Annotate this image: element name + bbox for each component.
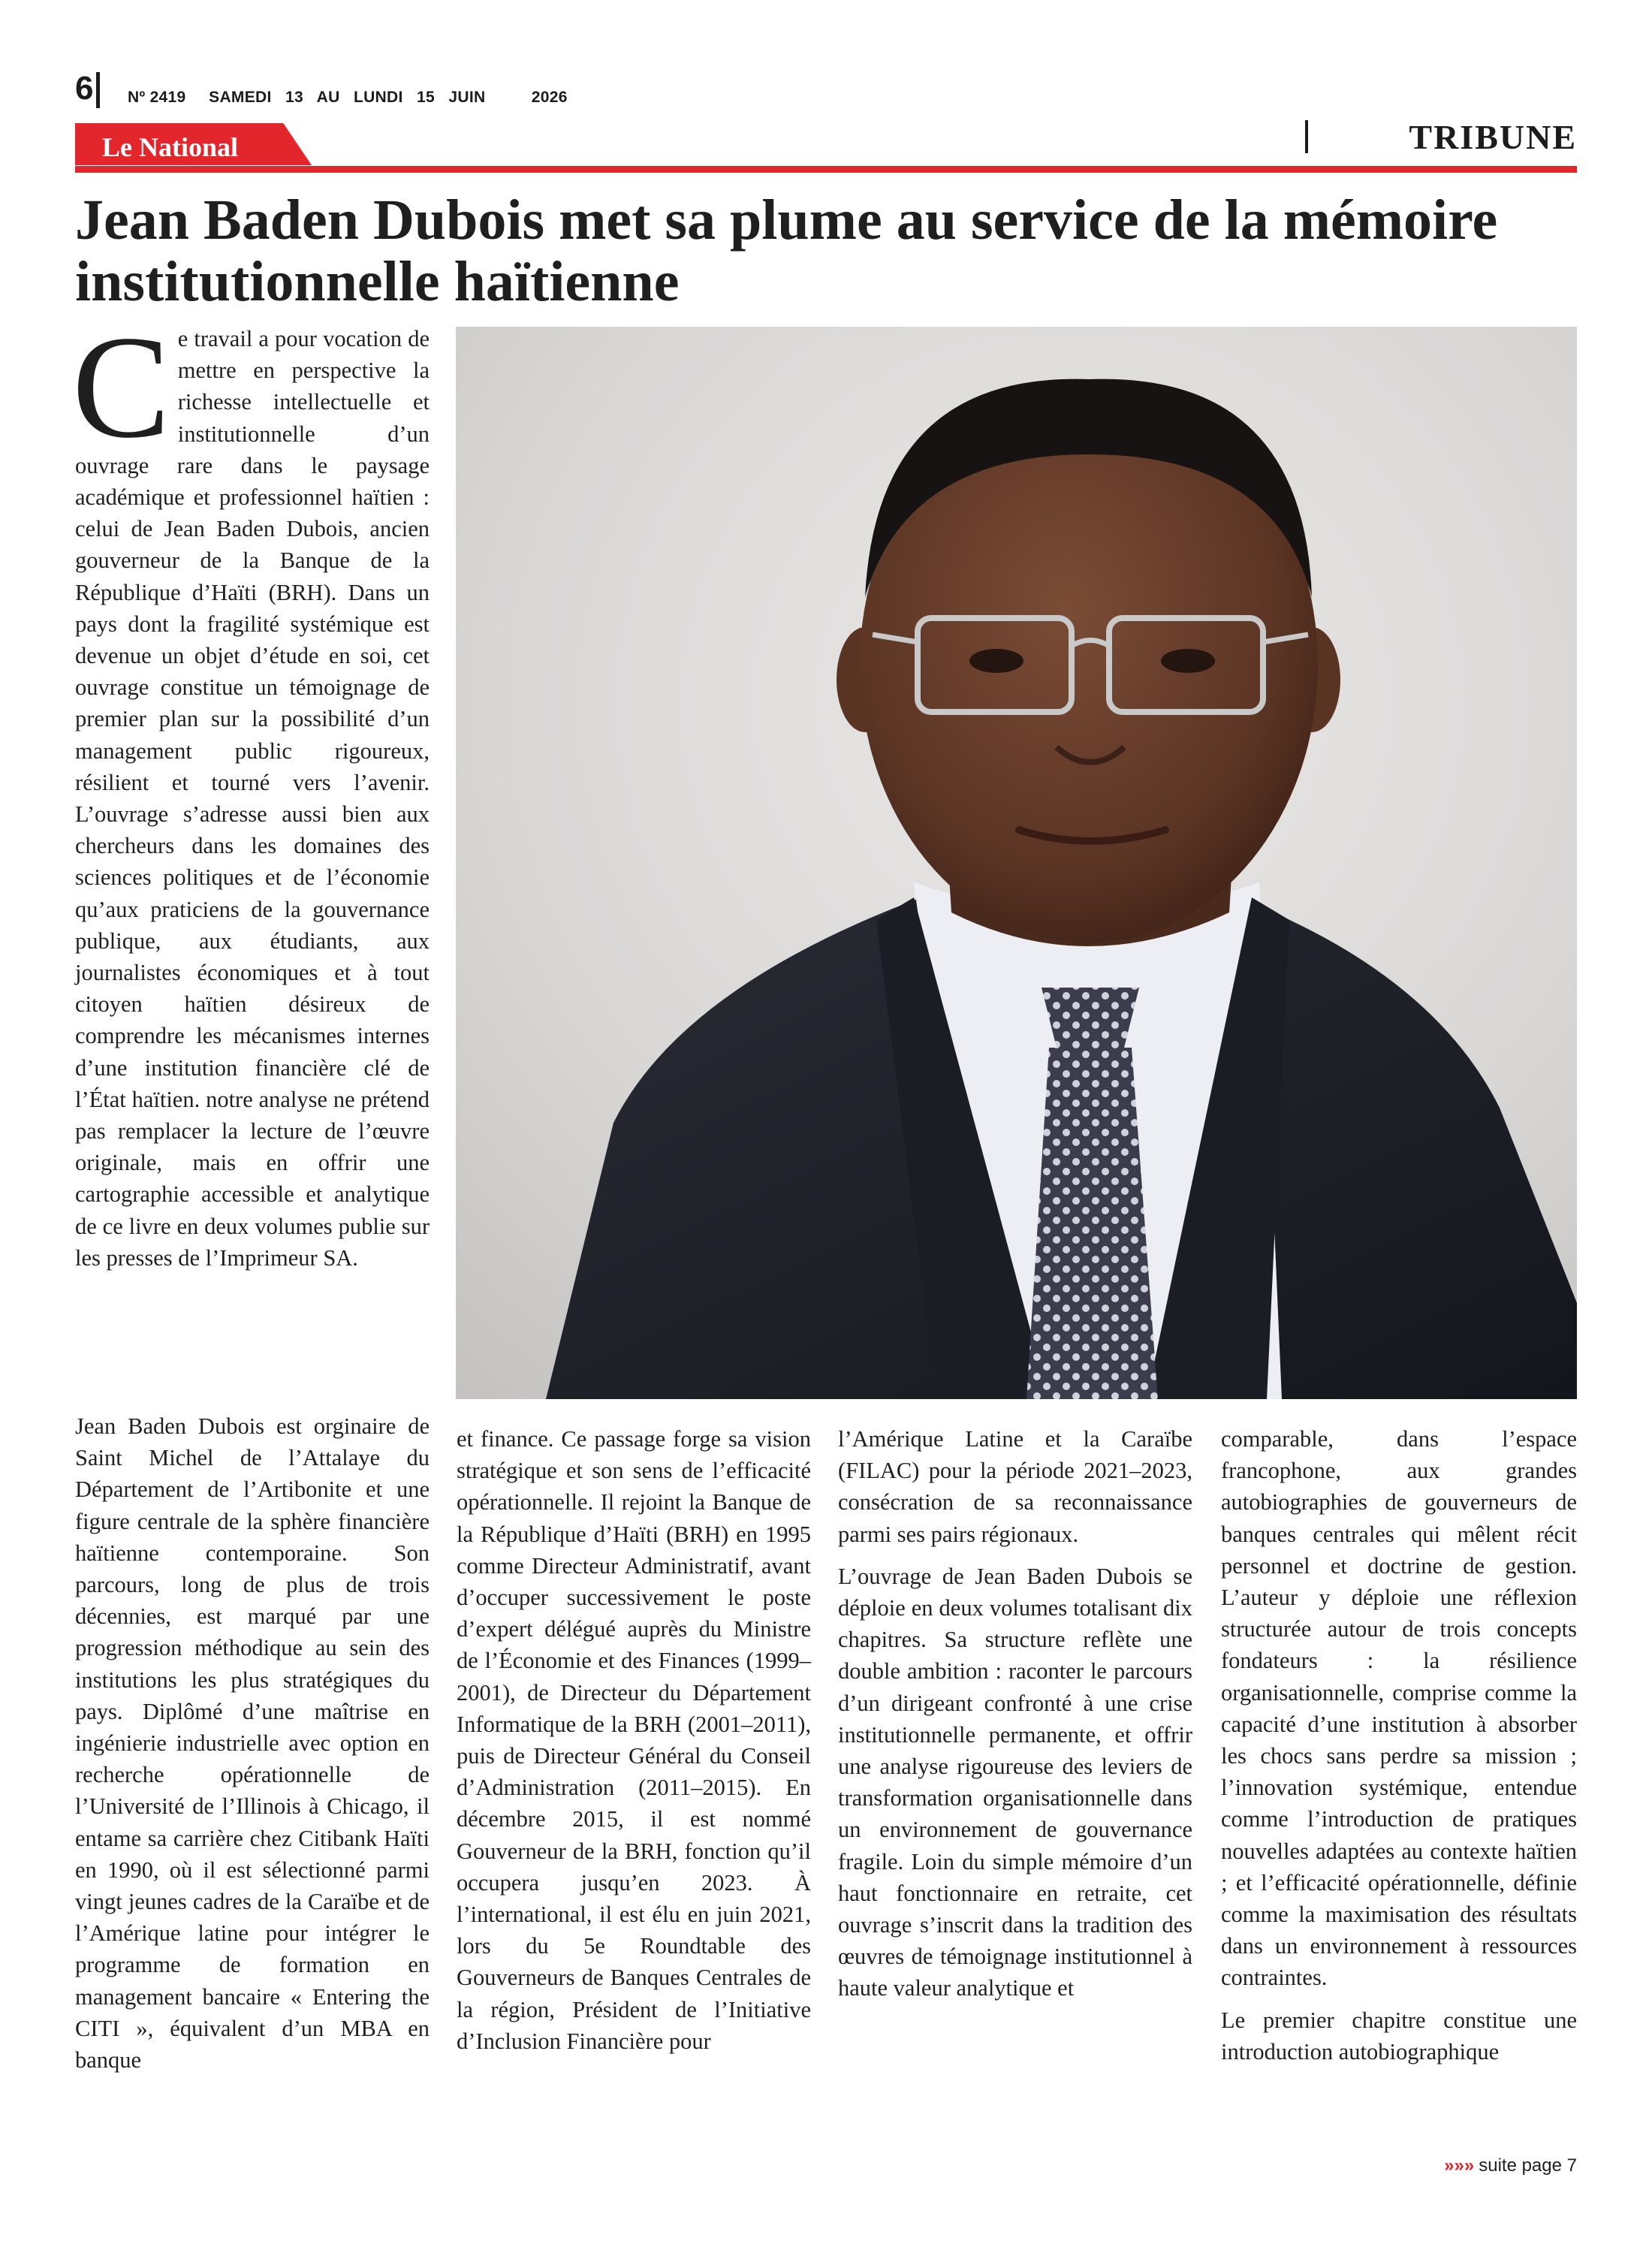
newspaper-name: Le National [102, 132, 239, 162]
page-number-divider [96, 72, 100, 108]
article-headline: Jean Baden Dubois met sa plume au service de la mémoire institutionnelle haïtienne [75, 189, 1498, 313]
continued-arrows-icon: »»» [1444, 2155, 1475, 2176]
column-paragraph: et finance. Ce passage forge sa vision stratégique et son sens de l’efficacité opérationnelle. Il rejoint la Banque de la République d’Haïti (BRH) en 1995 comme Directeur Administratif, avant d’occuper successivement le poste d’expert délégué auprès du Ministre de l’Économie et des Finances (1999–2001), de Directeur du Département Informatique de la BRH (2001–2011), puis de Directeur Général du Conseil d’Administration (2011–2015). En décembre 2015, il est nommé Gouverneur de la BRH, fonction qu’il occupera jusqu’en 2023. À l’international, il est élu en juin 2021, lors du 5e Roundtable des Gouverneurs de Banques Centrales de la région, Président de l’Initiative d’Inclusion Financière pour [457, 1426, 811, 2054]
header-rule [75, 166, 1577, 173]
portrait-photo [456, 327, 1577, 1399]
page-number: 6 [75, 70, 94, 107]
section-divider [1305, 120, 1308, 153]
column-paragraph: l’Amérique Latine et la Caraïbe (FILAC) pour la période 2021–2023, consécration de sa reconnaissance parmi ses pairs régionaux. [838, 1426, 1192, 1547]
article-column-2 [457, 1423, 811, 2159]
drop-cap: C [72, 306, 170, 469]
article-intro [72, 306, 430, 1404]
section-label: TRIBUNE [1409, 118, 1577, 156]
column-paragraph: Le premier chapitre constitue une introduction autobiographique [1221, 2007, 1577, 2064]
continued-link[interactable] [1444, 2155, 1577, 2176]
article-column-4 [1221, 1423, 1577, 2159]
intro-text: e travail a pour vocation de mettre en perspective la richesse intellectuelle et institutionnelle d’un ouvrage rare dans le paysage académique et professionnel haïtien : celui de Jean Baden Dubois, ancien gouverneur de la Banque de la République d’Haïti (BRH). Dans un pays dont la fragilité systémique est devenue un objet d’étude en soi, cet ouvrage constitue un témoignage de premier plan sur la possibilité d’un management public rigoureux, résilient et tourné vers l’avenir. L’ouvrage s’adresse aussi bien aux chercheurs dans les domaines des sciences politiques et de l’économie qu’aux praticiens de la gouvernance publique, aux étudiants, aux journalistes économiques et à tout citoyen haïtien désireux de comprendre les mécanismes internes d’une institution financière clé de l’État haïtien. notre analyse ne prétend pas remplacer la lecture de l’œuvre originale, mais en offrir une cartographie accessible et analytique de ce livre en deux volumes publie sur les presses de l’Imprimeur SA. [75, 326, 430, 1271]
column-paragraph: Jean Baden Dubois est orginaire de Saint Michel de l’Attalaye du Département de l’Artibonite et une figure centrale de la sphère financière haïtienne contemporaine. Son parcours, long de plus de trois décennies, est marqué par une progression méthodique au sein des institutions les plus stratégiques du pays. Diplômé d’une maîtrise en ingénierie industrielle avec option en recherche opérationnelle de l’Université de l’Illinois à Chicago, il entame sa carrière chez Citibank Haïti en 1990, où il est sélectionné parmi vingt jeunes cadres de la Caraïbe et de l’Amérique latine pour intégrer le programme de formation en management bancaire « Entering the CITI », équivalent d’un MBA en banque [75, 1413, 430, 2074]
column-paragraph: L’ouvrage de Jean Baden Dubois se déploie en deux volumes totalisant dix chapitres. Sa structure reflète une double ambition : raconter le parcours d’un dirigeant confronté à une crise institutionnelle permanente, et offrir une analyse rigoureuse des leviers de transformation organisationnelle dans un environnement de gouvernance fragile. Loin du simple mémoire d’un haut fonctionnaire en retraite, cet ouvrage s’inscrit dans la tradition des œuvres de témoignage institutionnel à haute valeur analytique et [838, 1563, 1192, 2001]
continued-label: suite page 7 [1479, 2155, 1577, 2176]
article-column-1 [75, 1410, 430, 2146]
issue-date-line: Nº 2419 SAMEDI 13 AU LUNDI 15 JUIN 2026 [128, 89, 568, 106]
column-paragraph: comparable, dans l’espace francophone, aux grandes autobiographies de gouverneurs de banques centrales qui mêlent récit personnel et doctrine de gestion. L’auteur y déploie une réflexion structurée autour de trois concepts fondateurs : la résilience organisationnelle, comprise comme la capacité d’une institution à absorber les chocs sans perdre sa mission ; l’innovation systémique, entendue comme l’introduction de pratiques nouvelles adaptées au contexte haïtien ; et l’efficacité opérationnelle, définie comme la maximisation des résultats dans un environnement à ressources contraintes. [1221, 1426, 1577, 1991]
article-column-3 [838, 1423, 1192, 2159]
